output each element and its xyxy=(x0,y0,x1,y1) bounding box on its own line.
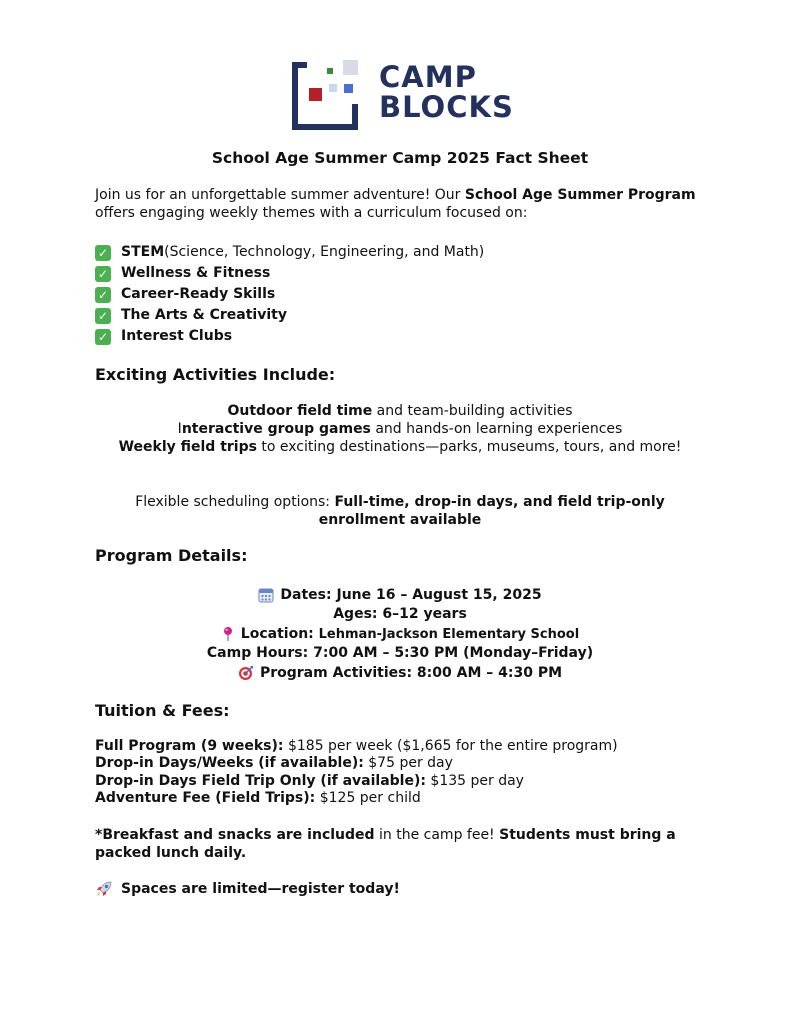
activity-line xyxy=(0,420,800,438)
scheduling-text: Flexible scheduling options: xyxy=(135,494,335,510)
scheduling-line-1 xyxy=(0,493,800,511)
pin-icon xyxy=(221,626,235,642)
tuition-heading: Tuition & Fees: xyxy=(95,701,230,720)
meals-note xyxy=(95,826,715,862)
check-icon: ✓ xyxy=(95,245,111,261)
activity-text: to exciting destinations—parks, museums, tours, and more! xyxy=(256,439,682,455)
fee-row xyxy=(95,755,735,772)
fee-label: Drop-in Days Field Trip Only (if available): xyxy=(95,772,426,789)
scheduling-options: Full-time, drop-in days, and field trip-only xyxy=(334,494,665,510)
intro-text-1: Join us for an unforgettable summer adventure! Our xyxy=(95,187,465,203)
curriculum-item-title: The Arts & Creativity xyxy=(121,307,287,323)
fee-label: Full Program (9 weeks): xyxy=(95,738,284,754)
location-row xyxy=(0,625,800,644)
activity-text: I xyxy=(177,421,182,437)
logo-wordmark xyxy=(379,62,514,122)
program-details xyxy=(0,586,800,683)
location-label: Location: xyxy=(240,625,319,642)
curriculum-item-detail: (Science, Technology, Engineering, and Math) xyxy=(164,244,485,260)
curriculum-item-title: Wellness & Fitness xyxy=(121,265,271,281)
curriculum-item-title: Career-Ready Skills xyxy=(121,286,276,302)
intro-paragraph xyxy=(95,186,715,222)
intro-program-name: School Age Summer Program xyxy=(464,187,696,203)
location-value: Lehman-Jackson Elementary School xyxy=(318,626,580,642)
check-icon: ✓ xyxy=(95,266,111,282)
camp-blocks-logo xyxy=(289,58,519,138)
activities-heading: Exciting Activities Include: xyxy=(95,365,336,384)
list-item xyxy=(95,242,695,263)
fee-value: $75 per day xyxy=(363,755,453,772)
calendar-icon xyxy=(258,587,274,603)
dates-row xyxy=(0,586,800,605)
list-item xyxy=(95,284,695,305)
tuition-list xyxy=(95,738,735,807)
page-title: School Age Summer Camp 2025 Fact Sheet xyxy=(211,149,589,167)
activity-bold: Weekly field trips xyxy=(118,439,257,455)
hours-text: Camp Hours: 7:00 AM – 5:30 PM (Monday–Friday) xyxy=(206,645,594,662)
fee-label: Drop-in Days/Weeks (if available): xyxy=(95,755,364,772)
logo-line-2: BLOCKS xyxy=(379,90,514,124)
activity-text: and team-building activities xyxy=(372,403,573,419)
scheduling-line-2: enrollment available xyxy=(318,512,482,528)
logo-mark-icon xyxy=(289,58,369,138)
check-icon: ✓ xyxy=(95,329,111,345)
curriculum-list xyxy=(95,242,695,347)
program-heading: Program Details: xyxy=(95,546,248,565)
activities-time-row xyxy=(0,664,800,683)
fee-label: Adventure Fee (Field Trips): xyxy=(95,789,316,806)
activity-bold: Outdoor field time xyxy=(227,403,373,419)
ages-text: Ages: 6–12 years xyxy=(333,606,467,623)
note-bold-2: Students must bring a packed lunch daily. xyxy=(95,827,676,861)
curriculum-item-title: STEM xyxy=(121,244,165,260)
list-item xyxy=(95,305,695,326)
check-icon: ✓ xyxy=(95,287,111,303)
target-icon xyxy=(238,665,254,681)
list-item xyxy=(95,263,695,284)
intro-text-2: offers engaging weekly themes with a curriculum focused on: xyxy=(95,205,528,221)
activities-list xyxy=(0,402,800,456)
note-text: in the camp fee! xyxy=(374,827,500,843)
fee-row xyxy=(95,790,735,807)
fee-value: $135 per day xyxy=(425,772,524,789)
list-item xyxy=(95,326,695,347)
dates-text: Dates: June 16 – August 15, 2025 xyxy=(280,587,542,603)
activity-text: and hands-on learning experiences xyxy=(370,421,623,437)
rocket-icon xyxy=(95,880,113,898)
check-icon: ✓ xyxy=(95,308,111,324)
cta-text: Spaces are limited—register today! xyxy=(121,881,400,897)
curriculum-item-title: Interest Clubs xyxy=(121,328,233,344)
fee-row xyxy=(95,738,735,755)
logo-line-1: CAMP xyxy=(379,60,477,94)
fee-value: $185 per week ($1,665 for the entire program) xyxy=(283,738,618,754)
activity-bold: nteractive group games xyxy=(181,421,371,437)
call-to-action xyxy=(95,880,695,898)
fee-value: $125 per child xyxy=(315,789,421,806)
activity-line xyxy=(0,438,800,456)
activity-line xyxy=(0,402,800,420)
fee-row xyxy=(95,773,735,790)
note-bold-1: *Breakfast and snacks are included xyxy=(95,827,375,843)
activities-time-text: Program Activities: 8:00 AM – 4:30 PM xyxy=(259,664,563,681)
scheduling-note xyxy=(0,493,800,529)
